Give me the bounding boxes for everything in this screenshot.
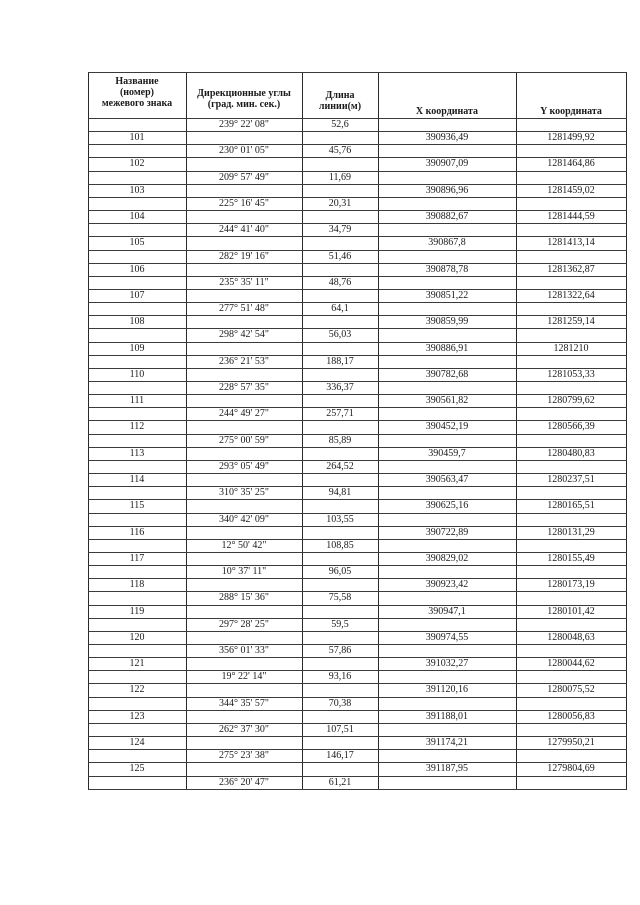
header-name — [88, 76, 186, 109]
segment-length: 257,71 — [326, 408, 354, 420]
segment-angle: 288° 15' 36" — [219, 592, 269, 604]
point-name: 115 — [129, 500, 145, 512]
point-y: 1280173,19 — [547, 579, 595, 591]
point-name: 101 — [129, 132, 145, 144]
header-angles-line-1: Дирекционные углы — [197, 88, 291, 99]
segment-length: 188,17 — [326, 355, 354, 367]
point-y: 1280131,29 — [547, 526, 595, 538]
point-name: 118 — [129, 579, 145, 591]
point-y: 1281499,92 — [547, 132, 595, 144]
point-y: 1281210 — [553, 342, 589, 354]
segment-length: 94,81 — [328, 487, 352, 499]
point-y: 1281444,59 — [547, 211, 595, 223]
point-x: 390923,42 — [425, 579, 469, 591]
segment-angle: 244° 49' 27" — [219, 408, 269, 420]
segment-length: 93,16 — [328, 671, 352, 683]
point-x: 390867,8 — [428, 237, 466, 249]
point-name: 106 — [129, 263, 145, 275]
segment-length: 64,1 — [331, 303, 349, 315]
point-y: 1281259,14 — [547, 316, 595, 328]
segment-angle: 262° 37' 30" — [219, 723, 269, 735]
point-name: 121 — [129, 658, 145, 670]
point-x: 391188,01 — [425, 710, 469, 722]
segment-angle: 344° 35' 57" — [219, 697, 269, 709]
segment-length: 11,69 — [328, 171, 352, 183]
point-x: 390896,96 — [425, 184, 469, 196]
point-name: 120 — [129, 631, 145, 643]
segment-length: 96,05 — [328, 566, 352, 578]
header-angles-line-2: (град. мин. сек.) — [207, 99, 281, 110]
point-x: 391187,95 — [425, 763, 469, 775]
point-name: 102 — [129, 158, 145, 170]
point-y: 1280056,83 — [547, 710, 595, 722]
point-name: 113 — [129, 447, 145, 459]
segment-length: 146,17 — [326, 750, 354, 762]
segment-length: 57,86 — [328, 645, 352, 656]
segment-length: 59,5 — [331, 618, 349, 630]
segment-length: 336,37 — [326, 382, 354, 393]
segment-angle: 12° 50' 42" — [221, 539, 267, 551]
point-x: 390782,68 — [425, 368, 469, 380]
segment-angle: 310° 35' 25" — [219, 487, 269, 499]
header-length-line-2: линии(м) — [318, 101, 362, 112]
segment-length: 52,6 — [331, 119, 349, 130]
segment-angle: 228° 57' 35" — [219, 382, 269, 393]
table-top-border — [88, 72, 627, 73]
segment-angle: 236° 21' 53" — [219, 355, 269, 367]
segment-length: 48,76 — [328, 276, 352, 288]
segment-angle: 19° 22' 14" — [221, 671, 267, 683]
point-name: 112 — [129, 421, 145, 433]
point-name: 122 — [129, 684, 145, 696]
point-x: 390907,09 — [425, 158, 469, 170]
segment-angle: 244° 41' 40" — [219, 224, 269, 236]
point-name: 110 — [129, 368, 145, 380]
point-name: 117 — [129, 552, 145, 564]
point-name: 119 — [129, 605, 145, 617]
segment-angle: 275° 23' 38" — [219, 750, 269, 762]
point-y: 1281322,64 — [547, 289, 595, 301]
segment-length: 85,89 — [328, 434, 352, 446]
point-y: 1279804,69 — [547, 763, 595, 775]
header-length-line-1: Длина — [325, 90, 355, 101]
point-y: 1281053,33 — [547, 368, 595, 380]
point-y: 1280048,63 — [547, 631, 595, 643]
point-y: 1281464,86 — [547, 158, 595, 170]
point-name: 107 — [129, 289, 145, 301]
point-x: 390974,55 — [425, 631, 469, 643]
point-name: 103 — [129, 184, 145, 196]
point-y: 1280480,83 — [547, 447, 595, 459]
point-y: 1280044,62 — [547, 658, 595, 670]
point-x: 390947,1 — [428, 605, 466, 617]
header-name-line-1: Название — [115, 76, 159, 87]
point-y: 1280101,42 — [547, 605, 595, 617]
point-x: 391174,21 — [425, 737, 469, 749]
point-name: 104 — [129, 211, 145, 223]
row-rule — [88, 789, 627, 790]
point-x: 390882,67 — [425, 211, 469, 223]
point-y: 1281362,87 — [547, 263, 595, 275]
segment-length: 107,51 — [326, 723, 354, 735]
segment-length: 61,21 — [328, 776, 352, 788]
segment-length: 20,31 — [328, 197, 352, 209]
segment-angle: 282° 19' 16" — [219, 250, 269, 262]
point-name: 105 — [129, 237, 145, 249]
segment-length: 34,79 — [328, 224, 352, 236]
segment-length: 45,76 — [328, 145, 352, 157]
point-x: 390625,16 — [425, 500, 469, 512]
segment-angle: 239° 22' 08" — [219, 119, 269, 130]
segment-length: 75,58 — [328, 592, 352, 604]
point-x: 390936,49 — [425, 132, 469, 144]
point-y: 1279950,21 — [547, 737, 595, 749]
point-x: 390561,82 — [425, 395, 469, 407]
point-x: 390459,7 — [428, 447, 466, 459]
segment-angle: 225° 16' 45" — [219, 197, 269, 209]
segment-angle: 297° 28' 25" — [219, 618, 269, 630]
point-y: 1280566,39 — [547, 421, 595, 433]
point-x: 390878,78 — [425, 263, 469, 275]
header-name-line-2: (номер) — [119, 87, 155, 98]
segment-angle: 235° 35' 11" — [219, 276, 269, 288]
segment-length: 264,52 — [326, 460, 354, 472]
point-x: 391120,16 — [425, 684, 469, 696]
point-x: 390563,47 — [425, 474, 469, 486]
point-x: 390886,91 — [425, 342, 469, 354]
column-rule — [626, 72, 627, 789]
point-x: 390829,02 — [425, 552, 469, 564]
point-name: 109 — [129, 342, 145, 354]
segment-angle: 10° 37' 11" — [221, 566, 267, 578]
point-y: 1281413,14 — [547, 237, 595, 249]
header-name-line-3: межевого знака — [101, 98, 173, 109]
segment-angle: 293° 05' 49" — [219, 460, 269, 472]
point-name: 108 — [129, 316, 145, 328]
segment-angle: 298° 42' 54" — [219, 329, 269, 341]
point-x: 391032,27 — [425, 658, 469, 670]
point-name: 125 — [129, 763, 145, 775]
point-x: 390722,89 — [425, 526, 469, 538]
segment-angle: 277° 51' 48" — [219, 303, 269, 315]
header-angles — [186, 88, 302, 110]
segment-length: 56,03 — [328, 329, 352, 341]
point-x: 390452,19 — [425, 421, 469, 433]
segment-angle: 275° 00' 59" — [219, 434, 269, 446]
segment-angle: 236° 20' 47" — [219, 776, 269, 788]
point-y: 1281459,02 — [547, 184, 595, 196]
point-x: 390859,99 — [425, 316, 469, 328]
point-y: 1280237,51 — [547, 474, 595, 486]
point-y: 1280799,62 — [547, 395, 595, 407]
point-name: 123 — [129, 710, 145, 722]
segment-length: 108,85 — [326, 539, 354, 551]
header-length — [302, 90, 378, 112]
point-x: 390851,22 — [425, 289, 469, 301]
point-name: 111 — [129, 395, 145, 407]
header-x: X координата — [415, 106, 479, 117]
point-y: 1280165,51 — [547, 500, 595, 512]
segment-angle: 356° 01' 33" — [219, 645, 269, 656]
segment-length: 70,38 — [328, 697, 352, 709]
point-y: 1280075,52 — [547, 684, 595, 696]
point-name: 116 — [129, 526, 145, 538]
header-y: Y координата — [540, 106, 602, 117]
segment-angle: 209° 57' 49" — [219, 171, 269, 183]
point-name: 124 — [129, 737, 145, 749]
point-name: 114 — [129, 474, 145, 486]
segment-angle: 230° 01' 05" — [219, 145, 269, 157]
segment-length: 51,46 — [328, 250, 352, 262]
point-y: 1280155,49 — [547, 552, 595, 564]
segment-angle: 340° 42' 09" — [219, 513, 269, 525]
segment-length: 103,55 — [326, 513, 354, 525]
